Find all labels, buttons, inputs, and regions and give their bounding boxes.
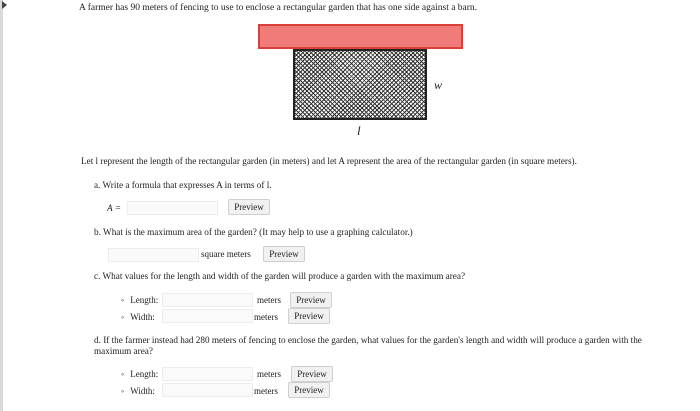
garden-hatched-rectangle bbox=[293, 49, 427, 120]
length-input-c[interactable] bbox=[162, 293, 253, 307]
barn-rectangle bbox=[258, 24, 463, 49]
preview-button-d-width[interactable]: Preview bbox=[288, 382, 330, 398]
question-c: c. What values for the length and width of the garden will produce a garden with the maximum area? bbox=[94, 271, 466, 281]
max-area-unit: square meters bbox=[201, 249, 251, 259]
corner-arrow-icon bbox=[2, 1, 7, 9]
length-label: l bbox=[357, 123, 361, 138]
width-input-d[interactable] bbox=[162, 383, 253, 397]
length-label-d: ◦ Length: bbox=[121, 369, 158, 379]
formula-input[interactable] bbox=[127, 201, 218, 215]
length-label-c: ◦ Length: bbox=[121, 295, 158, 305]
max-area-input[interactable] bbox=[108, 248, 199, 262]
preview-button-b[interactable]: Preview bbox=[263, 246, 305, 262]
question-a: a. Write a formula that expresses A in terms of l. bbox=[94, 180, 272, 190]
width-label-c: ◦ Width: bbox=[121, 312, 155, 322]
width-input-c[interactable] bbox=[162, 309, 253, 323]
intro-text: Let l represent the length of the rectangular garden (in meters) and let A represent the area of the rectangular garden (in square meters). bbox=[81, 156, 577, 166]
preview-button-c-width[interactable]: Preview bbox=[288, 308, 330, 324]
length-unit-d: meters bbox=[257, 369, 281, 379]
width-label-d: ◦ Width: bbox=[121, 386, 155, 396]
question-b: b. What is the maximum area of the garden? (It may help to use a graphing calculator.) bbox=[94, 227, 413, 237]
length-unit-c: meters bbox=[257, 295, 281, 305]
question-d: d. If the farmer instead had 280 meters of fencing to enclose the garden, what values for the garden's length and width will produce a garden with the maximum area? bbox=[94, 335, 642, 356]
width-unit-d: meters bbox=[254, 386, 278, 396]
left-frame-edge bbox=[0, 0, 3, 411]
formula-label: A = bbox=[107, 203, 121, 213]
width-unit-c: meters bbox=[254, 312, 278, 322]
length-input-d[interactable] bbox=[162, 367, 253, 381]
width-label: w bbox=[434, 78, 443, 92]
preview-button-a[interactable]: Preview bbox=[228, 199, 270, 215]
preview-button-c-length[interactable]: Preview bbox=[290, 292, 332, 308]
preview-button-d-length[interactable]: Preview bbox=[291, 366, 333, 382]
problem-statement: A farmer has 90 meters of fencing to use to enclose a rectangular garden that has one side against a barn. bbox=[79, 3, 478, 13]
